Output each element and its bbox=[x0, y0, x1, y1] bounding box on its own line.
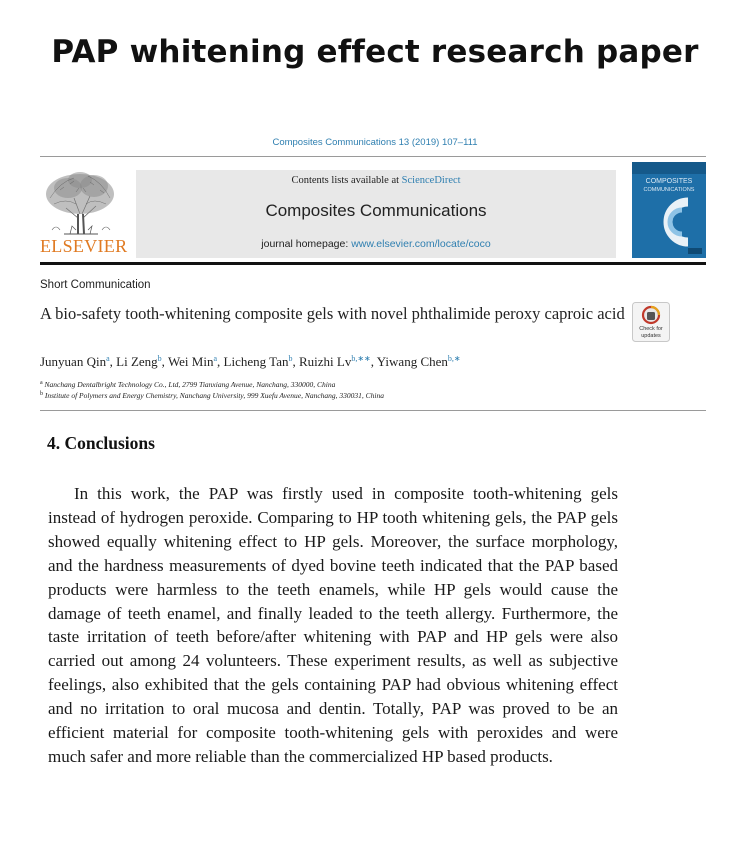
journal-header-box bbox=[136, 170, 616, 258]
journal-citation[interactable]: Composites Communications 13 (2019) 107–111 bbox=[272, 137, 478, 148]
author-name[interactable]: Ruizhi Lv bbox=[298, 354, 352, 369]
author-name[interactable]: Li Zeng bbox=[116, 354, 158, 369]
affiliation-b bbox=[40, 391, 384, 400]
badge-line2: updates bbox=[641, 333, 661, 339]
banner-title: PAP whitening effect research paper bbox=[51, 34, 699, 70]
author-affiliation-mark[interactable]: b,∗∗ bbox=[351, 354, 371, 363]
affiliation-mark: b bbox=[40, 391, 43, 397]
affiliation-text: Nanchang Dentalbright Technology Co., Ltd, 2799 Tianxiang Avenue, Nanchang, 330000, China bbox=[44, 380, 336, 389]
sciencedirect-link[interactable]: ScienceDirect bbox=[401, 175, 461, 186]
journal-cover-image[interactable] bbox=[632, 162, 706, 258]
contents-prefix: Contents lists available at bbox=[291, 175, 402, 186]
author-list: Junyuan Qin$^a$, Li Zeng$^b$, Wei Min$^a$, Licheng Tan$^b$, Ruizhi $Lv^{b,∗∗}$, Yiwang Chen$^{b,∗}$ bbox=[40, 354, 461, 369]
check-for-updates-icon bbox=[632, 302, 670, 342]
author-name[interactable]: Licheng Tan bbox=[223, 354, 289, 369]
author-name[interactable]: Junyuan Qin bbox=[40, 354, 107, 369]
badge-line1: Check for bbox=[639, 326, 663, 332]
cover-title-line1: COMPOSITES bbox=[645, 178, 693, 185]
check-for-updates-badge[interactable] bbox=[632, 302, 670, 342]
conclusions-paragraph: In this work, the PAP was firstly used in composite tooth-whitening gels instead of hydrogen peroxide. Comparing to HP tooth whitening gels, the PAP gels showed equally whitening effect to HP gels. Moreover, the surface morphology, and the hardness measurements of dyed bovine teeth indicated that the PAP based products were harmless to the teeth enamels, while HP gels would cause the damage of teeth enamel, and finally leaded to the teeth allergy. Furthermore, the taste irritation of teeth before/after whitening with PAP and HP gels were also carried out among 24 volunteers. These experiment results, as well as subjective feelings, also exhibited that the gels containing PAP had obvious whitening effect and no irritation to oral mucosa and dentin. Totally, PAP was proved to be an efficient material for composite tooth-whitening gels with peroxides and were much safer and more reliable than the commercialized HP based products. bbox=[48, 484, 618, 766]
article-type: Short Communication bbox=[40, 279, 151, 291]
author-affiliation-mark[interactable]: b bbox=[157, 354, 162, 363]
author-name[interactable]: Wei Min bbox=[167, 354, 214, 369]
journal-homepage-link[interactable]: www.elsevier.com/locate/coco bbox=[351, 238, 491, 250]
homepage-prefix: journal homepage: bbox=[261, 238, 352, 250]
affiliation-mark: a bbox=[40, 380, 43, 386]
elsevier-wordmark[interactable]: ELSEVIER bbox=[40, 236, 128, 256]
header-bottom-rule bbox=[40, 262, 706, 265]
author-affiliation-mark[interactable]: a bbox=[106, 354, 110, 363]
article-title: A bio-safety tooth-whitening composite gels with novel phthalimide peroxy caproic acid bbox=[40, 304, 625, 323]
front-matter-rule bbox=[40, 410, 706, 411]
contents-line bbox=[136, 175, 616, 186]
author-name[interactable]: Yiwang Chen bbox=[376, 354, 448, 369]
journal-name: Composites Communications bbox=[265, 201, 487, 220]
author-affiliation-mark[interactable]: b,∗ bbox=[447, 354, 461, 363]
affiliation-a bbox=[40, 380, 335, 389]
affiliation-text: Institute of Polymers and Energy Chemistry, Nanchang University, 999 Xuefu Avenue, Nanchang, 330031, China bbox=[44, 391, 385, 400]
section-heading: 4. Conclusions bbox=[47, 433, 155, 453]
author-affiliation-mark[interactable]: b bbox=[288, 354, 293, 363]
homepage-line bbox=[136, 238, 616, 250]
header-top-rule bbox=[40, 156, 706, 157]
author-affiliation-mark[interactable]: a bbox=[213, 354, 218, 363]
cover-title-line2: COMMUNICATIONS bbox=[643, 187, 695, 193]
